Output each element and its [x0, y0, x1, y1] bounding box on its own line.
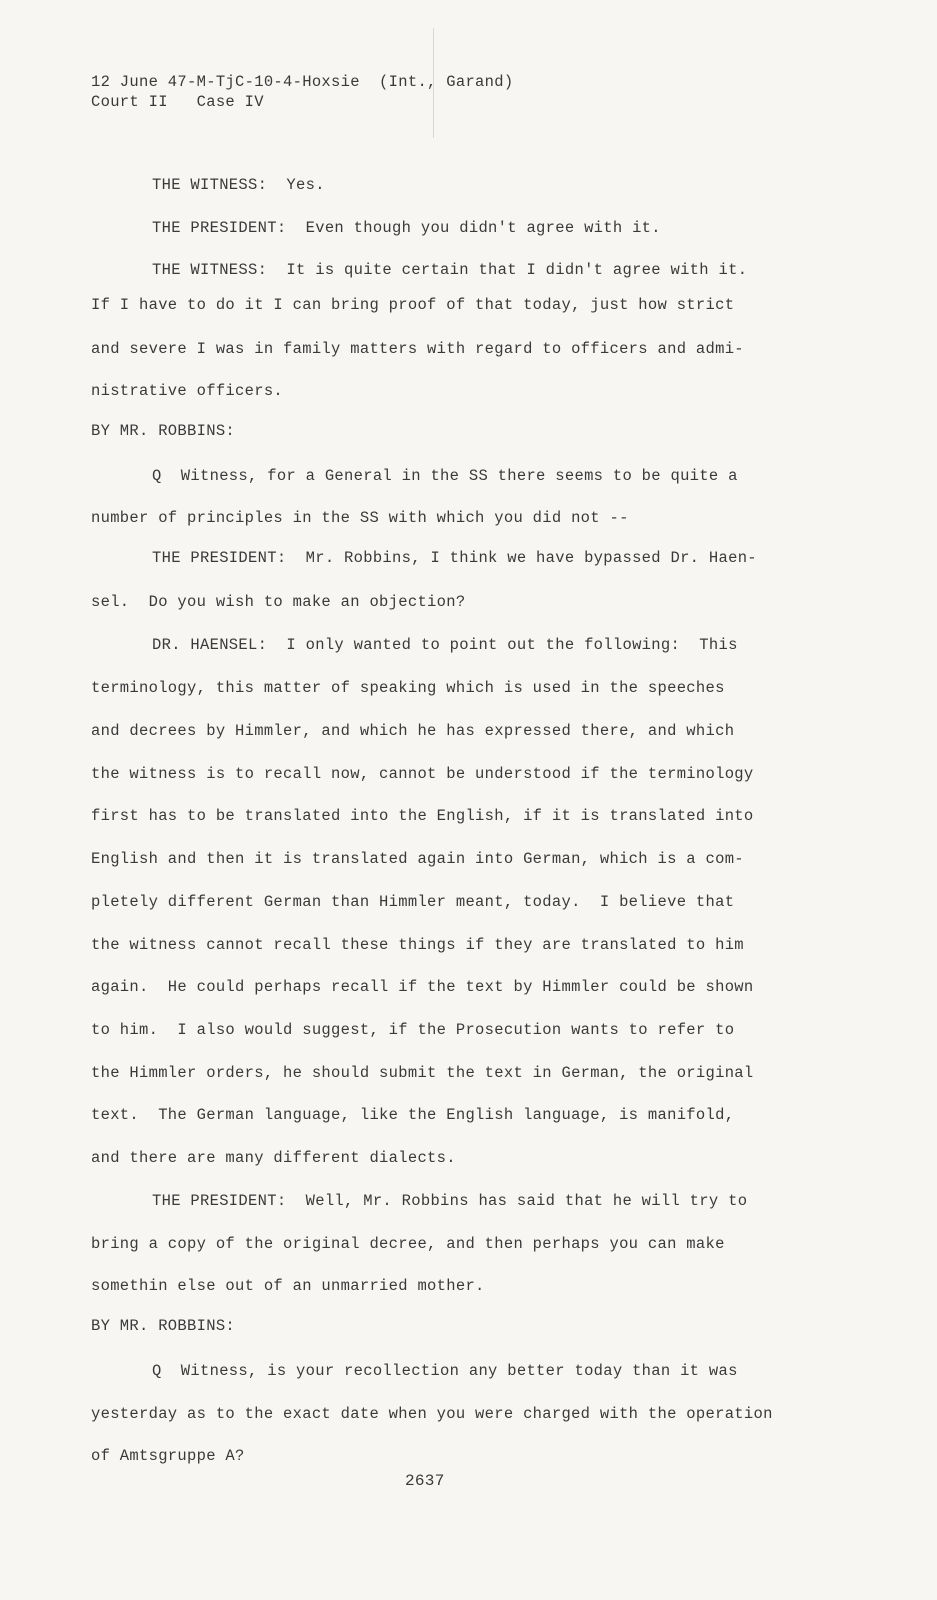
transcript-line: text. The German language, like the English language, is manifold, [91, 1106, 735, 1124]
transcript-line: of Amtsgruppe A? [91, 1447, 245, 1465]
transcript-line: English and then it is translated again into German, which is a com- [91, 850, 744, 868]
header-line-1: 12 June 47-M-TjC-10-4-Hoxsie (Int., Garand) [91, 73, 514, 91]
transcript-line: If I have to do it I can bring proof of that today, just how strict [91, 296, 735, 314]
transcript-line: the Himmler orders, he should submit the text in German, the original [91, 1064, 754, 1082]
transcript-line: THE PRESIDENT: Even though you didn't agree with it. [152, 219, 661, 237]
transcript-line: to him. I also would suggest, if the Prosecution wants to refer to [91, 1021, 735, 1039]
transcript-line: the witness cannot recall these things if they are translated to him [91, 936, 744, 954]
transcript-line: Q Witness, for a General in the SS there seems to be quite a [152, 467, 738, 485]
transcript-line: BY MR. ROBBINS: [91, 422, 236, 440]
transcript-line: BY MR. ROBBINS: [91, 1317, 236, 1335]
transcript-line: DR. HAENSEL: I only wanted to point out the following: This [152, 636, 738, 654]
transcript-line: again. He could perhaps recall if the text by Himmler could be shown [91, 978, 754, 996]
transcript-line: THE WITNESS: It is quite certain that I didn't agree with it. [152, 261, 748, 279]
transcript-line: Q Witness, is your recollection any better today than it was [152, 1362, 738, 1380]
transcript-line: and there are many different dialects. [91, 1149, 456, 1167]
transcript-line: number of principles in the SS with which you did not -- [91, 509, 629, 527]
transcript-line: the witness is to recall now, cannot be understood if the terminology [91, 765, 754, 783]
transcript-line: bring a copy of the original decree, and then perhaps you can make [91, 1235, 725, 1253]
transcript-line: sel. Do you wish to make an objection? [91, 593, 466, 611]
transcript-line: nistrative officers. [91, 382, 284, 400]
transcript-line: yesterday as to the exact date when you were charged with the operation [91, 1405, 773, 1423]
transcript-line: terminology, this matter of speaking which is used in the speeches [91, 679, 725, 697]
transcript-line: first has to be translated into the English, if it is translated into [91, 807, 754, 825]
transcript-line: THE WITNESS: Yes. [152, 176, 325, 194]
page-number: 2637 [405, 1472, 445, 1490]
header-line-2: Court II Case IV [91, 93, 264, 111]
transcript-line: THE PRESIDENT: Well, Mr. Robbins has said that he will try to [152, 1192, 748, 1210]
transcript-line: and decrees by Himmler, and which he has expressed there, and which [91, 722, 735, 740]
transcript-line: THE PRESIDENT: Mr. Robbins, I think we have bypassed Dr. Haen- [152, 549, 757, 567]
transcript-line: and severe I was in family matters with regard to officers and admi- [91, 340, 744, 358]
transcript-line: pletely different German than Himmler meant, today. I believe that [91, 893, 735, 911]
transcript-line: somethin else out of an unmarried mother. [91, 1277, 485, 1295]
